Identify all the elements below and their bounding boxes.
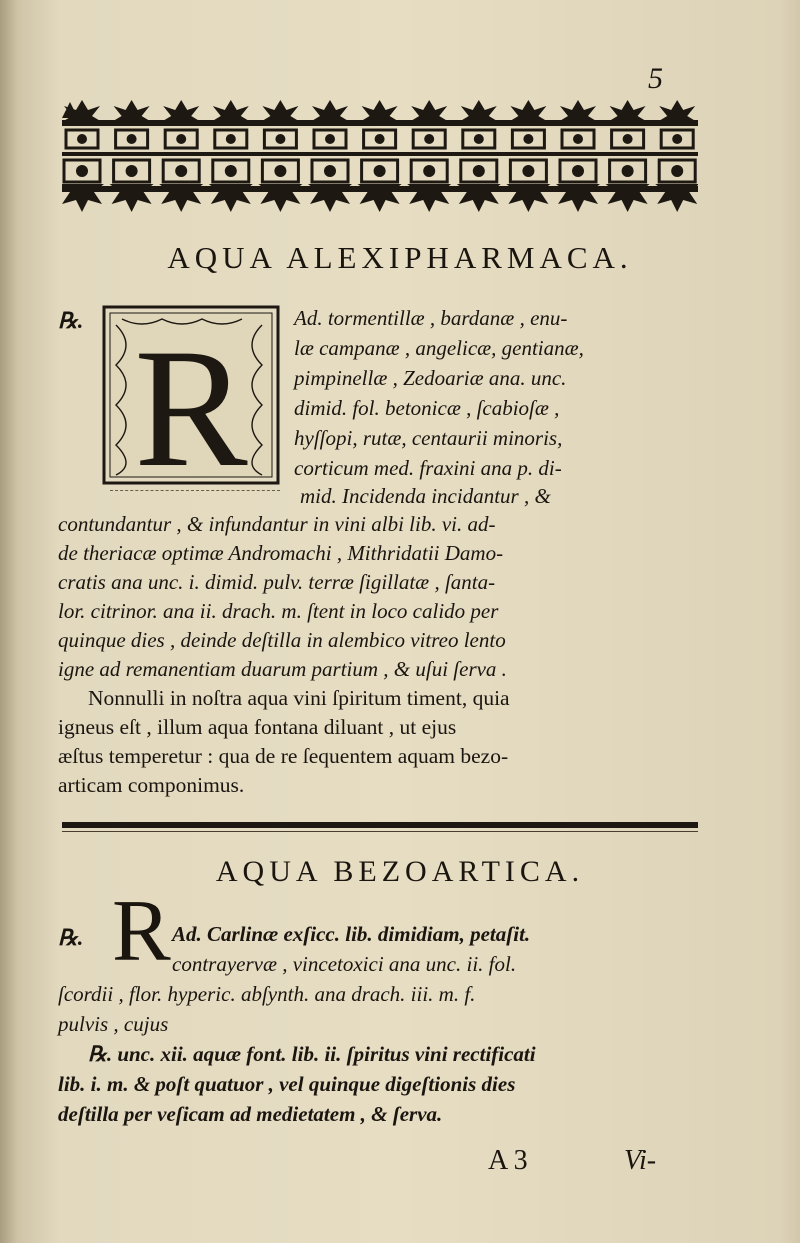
recipe1-line-13: igne ad remanentiam duarum partium , & uſui ſerva . [58,657,507,681]
recipe-symbol: ℞. [58,308,84,333]
recipe2-line-4: pulvis , cujus [58,1012,169,1036]
recipe2-line-2: contrayervæ , vincetoxici ana unc. ii. fol. [172,952,517,976]
recipe2-line-5: ℞. unc. xii. aquæ font. lib. ii. ſpiritus vini rectificati [88,1042,536,1066]
recipe1-line-9: de theriacæ optimæ Andromachi , Mithridatii Damo- [58,541,504,565]
recipe1-line-10: cratis ana unc. i. dimid. pulv. terræ ſigillatæ , ſanta- [58,570,496,594]
recipe2-symbol: ℞. [58,925,84,950]
note-line-1: Nonnulli in noſtra aqua vini ſpiritum timent, quia [88,686,510,710]
recipe2-line-3: ſcordii , flor. hyperic. abſynth. ana drach. iii. m. f. [58,982,476,1006]
svg-text:R: R [134,314,248,487]
recipe1-line-6: corticum med. fraxini ana p. di- [294,456,562,480]
note-line-4: articam componimus. [58,773,245,797]
recipe1-line-12: quinque dies , deinde deſtilla in alembico vitreo lento [58,628,506,652]
drop-cap-underline [110,490,280,491]
recipe1-line-5: hyſſopi, rutæ, centaurii minoris, [294,426,563,450]
section-divider [62,822,698,828]
recipe2-line-6: lib. i. m. & poſt quatuor , vel quinque digeſtionis dies [58,1072,516,1096]
signature-mark: A 3 [488,1145,528,1176]
drop-cap-r: R [112,883,171,980]
catchword: Vi- [624,1145,657,1176]
recipe1-line-4: dimid. fol. betonicæ , ſcabioſæ , [294,396,560,420]
ornamental-drop-cap [102,305,280,487]
recipe1-line-7: mid. Incidenda incidantur , & [300,484,551,508]
recipe1-line-1: Ad. tormentillæ , bardanæ , enu- [294,306,568,330]
page-number: 5 [648,62,663,95]
recipe1-line-11: lor. citrinor. ana ii. drach. m. ſtent in loco calido per [58,599,499,623]
recipe1-line-2: læ campanæ , angelicæ, gentianæ, [294,336,584,360]
heading-aqua-alexipharmaca: AQUA ALEXIPHARMACA. [167,240,633,275]
recipe2-line-7: deſtilla per veſicam ad medietatem , & ſerva. [58,1102,443,1126]
ornament-band [62,100,698,212]
section-divider-thin [62,831,698,832]
recipe1-line-8: contundantur , & infundantur in vini albi lib. vi. ad- [58,512,496,536]
heading-aqua-bezoartica: AQUA BEZOARTICA. [215,855,585,888]
note-line-3: æſtus temperetur : qua de re ſequentem aquam bezo- [58,744,509,768]
note-line-2: igneus eſt , illum aqua fontana diluant , ut ejus [58,715,457,739]
recipe2-line-1: Ad. Carlinæ exſicc. lib. dimidiam, petaſit. [172,922,531,946]
recipe1-line-3: pimpinellæ , Zedoariæ ana. unc. [294,366,567,390]
